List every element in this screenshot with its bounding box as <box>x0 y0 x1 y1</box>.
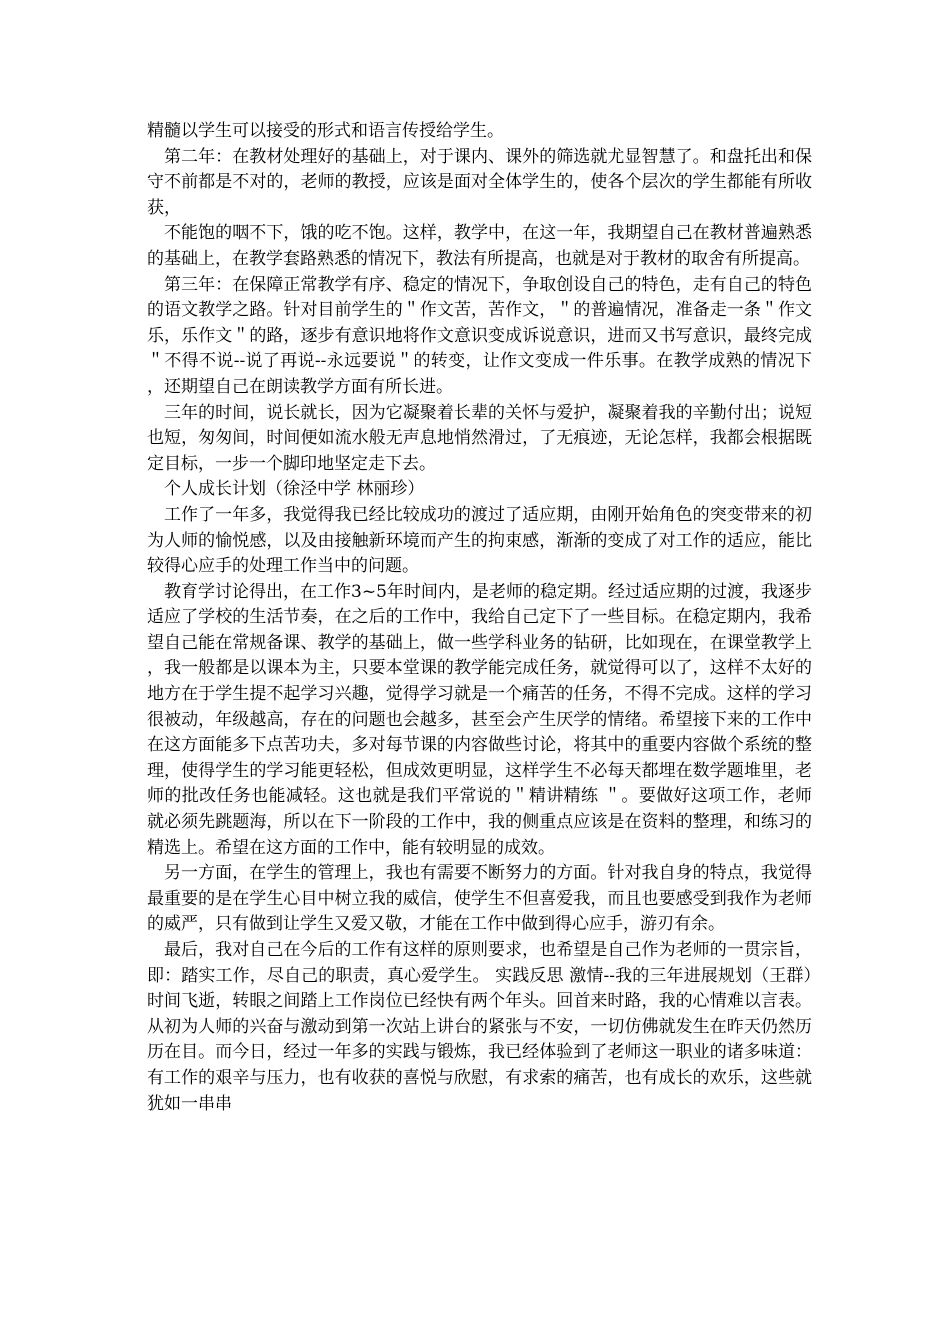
paragraph-1: 精髓以学生可以接受的形式和语言传授给学生。 <box>147 121 504 141</box>
paragraph-3: 不能饱的咽不下，饿的吃不饱。这样，教学中，在这一年，我期望自己在教材普遍熟悉的基础上，在教学套路熟悉的情况下，教法有所提高，也就是对于教材的取舍有所提高。 <box>147 223 812 269</box>
paragraph-5: 三年的时间，说长就长，因为它凝聚着长辈的关怀与爱护，凝聚着我的辛勤付出；说短也短，匆匆间，时间便如流水般无声息地悄然滑过，了无痕迹，无论怎样，我都会根据既定目标，一步一个脚印地坚定走下去。 <box>147 402 812 474</box>
section-heading: 个人成长计划（徐泾中学 林丽珍） <box>164 479 425 500</box>
paragraph-7: 工作了一年多，我觉得我已经比较成功的渡过了适应期，由刚开始角色的突变带来的初为人师的愉悦感，以及由接触新环境而产生的拘束感，渐渐的变成了对工作的适应，能比较得心应手的处理工作当中的问题。 <box>147 504 812 577</box>
paragraph-9: 另一方面，在学生的管理上，我也有需要不断努力的方面。针对我自身的特点，我觉得最重要的是在学生心目中树立我的威信，使学生不但喜爱我，而且也要感受到我作为老师的威严，只有做到让学生又爱又敬，才能在工作中做到得心应手，游刃有余。 <box>147 863 812 935</box>
paragraph-8: 教育学讨论得出，在工作3~5年时间内，是老师的稳定期。经过适应期的过渡，我逐步适应了学校的生活节奏，在之后的工作中，我给自己定下了一些目标。在稳定期内，我希望自己能在常规备课、教学的基础上，做一些学科业务的钻研，比如现在，在课堂教学上，我一般都是以课本为主，只要本堂课的教学能完成任务，就觉得可以了，这样不太好的地方在于学生提不起学习兴趣，觉得学习就是一个痛苦的任务，不得不完成。这样的学习很被动，年级越高，存在的问题也会越多，甚至会产生厌学的情绪。希望接下来的工作中在这方面能多下点苦功夫，多对每节课的内容做些讨论，将其中的重要内容做个系统的整理，使得学生的学习能更轻松，但成效更明显，这样学生不必每天都埋在数学题堆里，老师的批改任务也能减轻。这也就是我们平常说的＂精讲精练 ＂。要做好这项工作，老师就必须先跳题海，所以在下一阶段的工作中，我的侧重点应该是在资料的整理，和练习的精选上。希望在这方面的工作中，能有较明显的成效。 <box>147 581 812 858</box>
paragraph-10: 最后，我对自己在今后的工作有这样的原则要求，也希望是自己作为老师的一贯宗旨，即：踏实工作，尽自己的职责，真心爱学生。 实践反思 激情--我的三年进展规划（王群） 时间飞逝，转眼之间踏上工作岗位已经快有两个年头。回首来时路，我的心情难以言表。从初为人师的兴奋与激动到第一次站上讲台的紧张与不安，一切仿佛就发生在昨天仍然历历在目。而今日，经过一年多的实践与锻炼，我已经体验到了老师这一职业的诸多味道：有工作的艰辛与压力，也有收获的喜悦与欣慰，有求索的痛苦，也有成长的欢乐，这些就犹如一串串 <box>147 940 812 1114</box>
paragraph-4: 第三年：在保障正常教学有序、稳定的情况下，争取创设自己的特色，走有自己的特色的语文教学之路。针对目前学生的＂作文苦，苦作文，＂的普遍情况，准备走一条＂作文乐，乐作文＂的路，逐步有意识地将作文意识变成诉说意识，进而又书写意识，最终完成＂不得不说--说了再说--永远要说＂的转变，让作文变成一件乐事。在教学成熟的情况下，还期望自己在朗读教学方面有所长进。 <box>147 274 812 397</box>
paragraph-2: 第二年：在教材处理好的基础上，对于课内、课外的筛选就尤显智慧了。和盘托出和保守不前都是不对的，老师的教授，应该是面对全体学生的，使各个层次的学生都能有所收获， <box>147 146 812 218</box>
document-body <box>147 119 812 1117</box>
